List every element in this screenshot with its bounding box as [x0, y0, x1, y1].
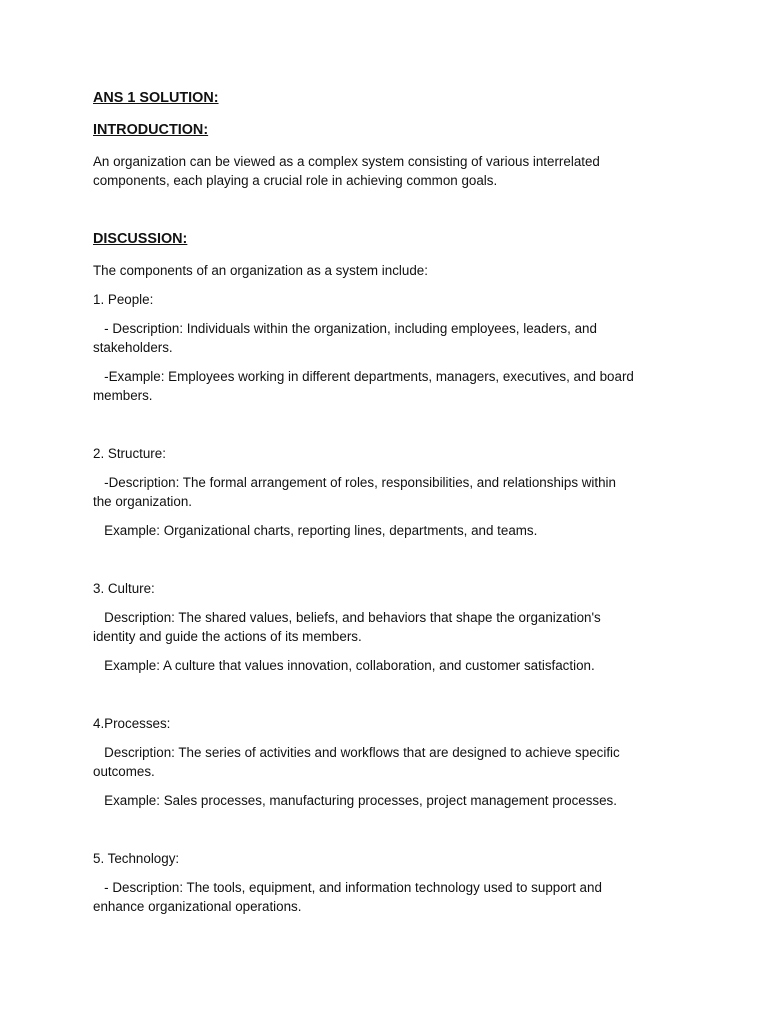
- processes-description-line: outcomes.: [93, 764, 155, 779]
- culture-description-line: identity and guide the actions of its members.: [93, 629, 362, 644]
- section-title-people: 1. People:: [93, 292, 154, 307]
- structure-description-line: the organization.: [93, 494, 193, 509]
- answer-title: ANS 1 SOLUTION:: [93, 90, 219, 106]
- section-title-processes: 4.Processes:: [93, 716, 171, 731]
- processes-description-line: Description: The series of activities and workflows that are designed to achieve specific: [93, 745, 620, 760]
- introduction-heading: INTRODUCTION:: [93, 122, 209, 138]
- people-example-line: -Example: Employees working in different departments, managers, executives, and board: [93, 369, 634, 384]
- discussion-heading: DISCUSSION:: [93, 231, 188, 247]
- structure-description-line: -Description: The formal arrangement of roles, responsibilities, and relationships within: [93, 475, 616, 490]
- introduction-text-line: An organization can be viewed as a complex system consisting of various interrelated: [93, 154, 600, 169]
- people-description-line: stakeholders.: [93, 340, 173, 355]
- introduction-text-line: components, each playing a crucial role in achieving common goals.: [93, 173, 498, 188]
- section-title-culture: 3. Culture:: [93, 581, 155, 596]
- culture-description-line: Description: The shared values, beliefs, and behaviors that shape the organization's: [93, 610, 601, 625]
- people-example-line: members.: [93, 388, 153, 403]
- culture-example-line: Example: A culture that values innovation, collaboration, and customer satisfaction.: [93, 658, 595, 673]
- section-title-structure: 2. Structure:: [93, 446, 166, 461]
- section-title-technology: 5. Technology:: [93, 851, 180, 866]
- discussion-lead: The components of an organization as a system include:: [93, 263, 428, 278]
- technology-description-line: - Description: The tools, equipment, and information technology used to support and: [93, 880, 602, 895]
- people-description-line: - Description: Individuals within the organization, including employees, leaders, and: [93, 321, 597, 336]
- technology-description-line: enhance organizational operations.: [93, 899, 302, 914]
- structure-example-line: Example: Organizational charts, reporting lines, departments, and teams.: [93, 523, 538, 538]
- processes-example-line: Example: Sales processes, manufacturing processes, project management processes.: [93, 793, 617, 808]
